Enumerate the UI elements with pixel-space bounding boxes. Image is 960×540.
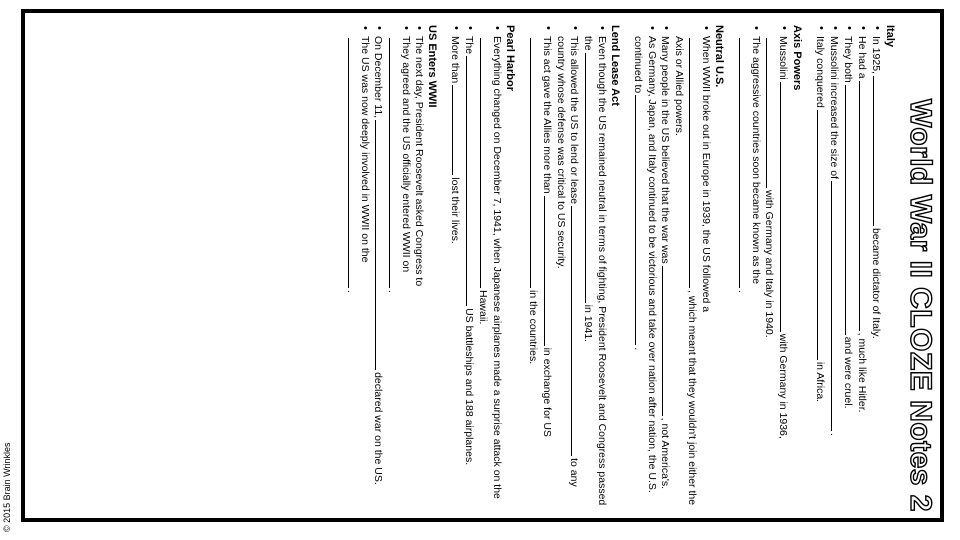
section-heading: US Enters WWII	[426, 25, 438, 108]
list-item: • TheUS battleships and 188 airplanes.	[462, 25, 476, 510]
fill-blank[interactable]	[544, 196, 554, 346]
list-item: • In 1925,became dictator of Italy.	[869, 25, 883, 510]
section-us-enters-wwii	[344, 25, 438, 510]
fill-blank[interactable]	[348, 38, 358, 288]
list-item: • Mussoliniwith Germany in 1936,with Germany and Italy in 1940.	[762, 25, 790, 510]
fill-blank[interactable]	[635, 95, 645, 345]
fill-blank[interactable]	[831, 181, 841, 431]
fill-blank[interactable]	[780, 82, 790, 332]
list-item: • They bothand were cruel.	[841, 25, 855, 510]
list-item: • The next day, President Roosevelt asked Congress to	[412, 25, 425, 510]
section-heading: Pearl Harbor	[504, 25, 516, 92]
copyright-notice: © 2015 Brain Wrinkles	[2, 442, 12, 532]
fill-blank[interactable]	[662, 266, 672, 416]
list-item: • When WWII broke out in Europe in 1939, the US followed a , which meant that they wouldn't join either the Axis or Allied powers.	[672, 25, 712, 510]
list-item: • He had a, much like Hitler.	[855, 25, 869, 510]
list-item: • They agreed and the US officially entered WWII on.	[385, 25, 412, 510]
worksheet-page	[25, 13, 940, 518]
fill-blank[interactable]	[739, 38, 749, 288]
fill-blank[interactable]	[571, 206, 581, 456]
list-item: • This allowed the US to lend or leaseto any country whose defense was critical to US security.	[554, 25, 581, 510]
fill-blank[interactable]	[389, 38, 399, 288]
section-heading: Lend Lease Act	[609, 25, 621, 106]
fill-blank[interactable]	[452, 85, 462, 175]
fill-blank[interactable]	[817, 110, 827, 360]
fill-blank[interactable]	[766, 38, 776, 188]
section-lend-lease-act	[526, 25, 621, 510]
section-heading: Neutral U.S.	[713, 25, 725, 88]
fill-blank[interactable]	[873, 76, 883, 226]
list-item: • Italy conqueredin Africa.	[813, 25, 827, 510]
worksheet-frame	[21, 9, 944, 522]
list-item: • Everything changed on December 7, 1941, when Japanese airplanes made a surprise attack on the Hawaii.	[476, 25, 503, 510]
list-item: • The aggressive countries soon became known as the.	[735, 25, 762, 510]
section-pearl-harbor	[448, 25, 516, 510]
list-item: • On December 11,declared war on the US.	[371, 25, 385, 510]
fill-blank[interactable]	[375, 120, 385, 370]
section-heading: Axis Powers	[791, 25, 803, 91]
list-item: • Mussolini increased the size of.	[827, 25, 841, 510]
fill-blank[interactable]	[466, 56, 476, 306]
fill-blank[interactable]	[530, 38, 540, 288]
list-item: • Many people in the US believed that the war was, not America's.	[658, 25, 672, 510]
fill-blank[interactable]	[689, 38, 699, 288]
section-italy	[813, 25, 896, 510]
section-heading: Italy	[884, 25, 896, 48]
list-item: • Even though the US remained neutral in terms of fighting, President Roosevelt and Congress passed thein 1941.	[581, 25, 608, 510]
section-axis-powers	[735, 25, 803, 510]
fill-blank[interactable]	[845, 85, 855, 335]
list-item: • More thanlost their lives.	[448, 25, 462, 510]
list-item: • As Germany, Japan, and Italy continued to be victorious and take over nation after nation, the U.S. continued to.	[631, 25, 658, 510]
fill-blank[interactable]	[480, 38, 490, 288]
list-item: • This act gave the Allies more thanin exchange for USin the countries.	[526, 25, 554, 510]
fill-blank[interactable]	[585, 53, 595, 303]
fill-blank[interactable]	[859, 81, 869, 331]
section-neutral-us	[631, 25, 725, 510]
page-title: World War II CLOZE Notes 2	[904, 98, 937, 512]
list-item: • The US was now deeply involved in WWII on the.	[344, 25, 371, 510]
